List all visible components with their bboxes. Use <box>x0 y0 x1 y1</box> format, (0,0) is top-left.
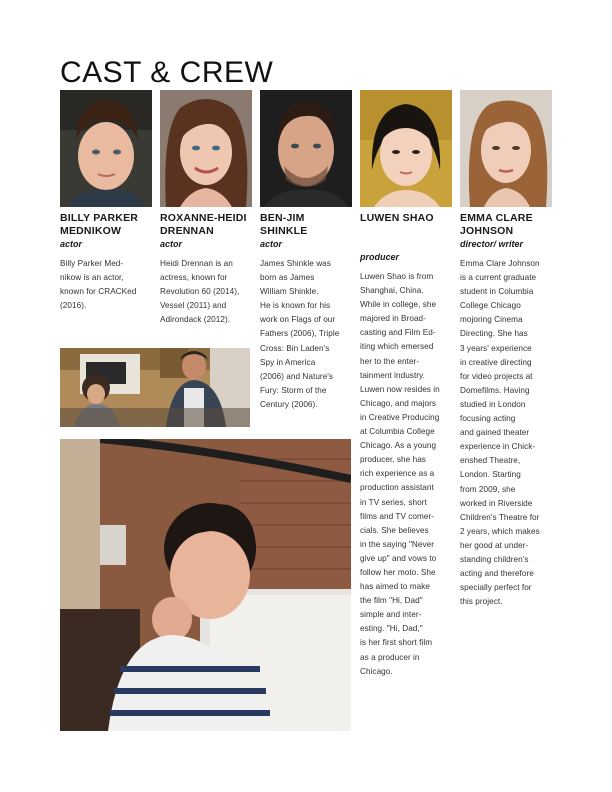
member-role: actor <box>260 239 283 249</box>
member-bio: Luwen Shao is from Shanghai, China. While in college, she majored in Broad- casting and Film Ed- iting which emersed her to the enter- tainment industry. Luwen now resides in Chicago, and majors in Creative Producing at Columbia College Chicago. As a young producer, she has rich experience as a production assistant in TV series, short films and TV comer- cials. She believes in the saying "Never give up" and vows to follow her moto. She has aimed to make the film "Hi, Dad" simple and inter- esting. "Hi, Dad," is her first short film as a producer in Chicago. <box>360 272 440 676</box>
member-bio: Billy Parker Med- nikow is an actor, known for CRACKed (2016). <box>60 259 137 311</box>
member-role: actor <box>60 239 83 249</box>
member-bio: Heidi Drennan is an actress, known for Revolution 60 (2014), Vessel (2011) and Adirondack (2012). <box>160 259 240 325</box>
headshot-photo <box>360 90 452 207</box>
cast-member-billy <box>60 90 152 313</box>
headshot-photo <box>460 90 552 207</box>
member-name: EMMA CLARE JOHNSON <box>460 212 533 237</box>
cast-member-roxanne <box>160 90 252 327</box>
member-name: BEN-JIM SHINKLE <box>260 212 308 237</box>
behind-the-scenes-photo-boy <box>60 439 351 731</box>
member-name: BILLY PARKER MEDNIKOW <box>60 212 139 237</box>
member-bio: James Shinkle was born as James William Shinkle. He is known for his work on Flags of our Fathers (2006), Triple Cross: Bin Laden's Spy in America (2006) and Nature's Fury: Storm of the Century (2006). <box>260 259 340 409</box>
member-role: director/ writer <box>460 239 524 249</box>
headshot-photo <box>60 90 152 207</box>
crew-member-luwen <box>360 90 452 679</box>
member-bio: Emma Clare Johnson is a current graduate student in Columbia College Chicago mojoring Cinema Directing. She has 3 years' experience in creative directing for video projects at Domefilms. Having studied in London focusing acting and gained theater experience in Chick- enshed Theatre, London. Starting from 2009, she worked in Riverside Children's Theatre for 2 years, which makes her good at under- standing children's acting and therefore specially perfect for this project. <box>460 259 540 607</box>
page-title: CAST & CREW <box>60 56 274 89</box>
headshot-photo <box>160 90 252 207</box>
cast-member-ben-jim <box>260 90 352 412</box>
member-role: producer <box>360 252 400 262</box>
behind-the-scenes-photo-kitchen <box>60 348 250 427</box>
member-name: ROXANNE-HEIDI DRENNAN <box>160 212 247 237</box>
headshot-photo <box>260 90 352 207</box>
member-name: LUWEN SHAO <box>360 212 434 224</box>
member-role: actor <box>160 239 183 249</box>
crew-member-emma <box>460 90 552 609</box>
